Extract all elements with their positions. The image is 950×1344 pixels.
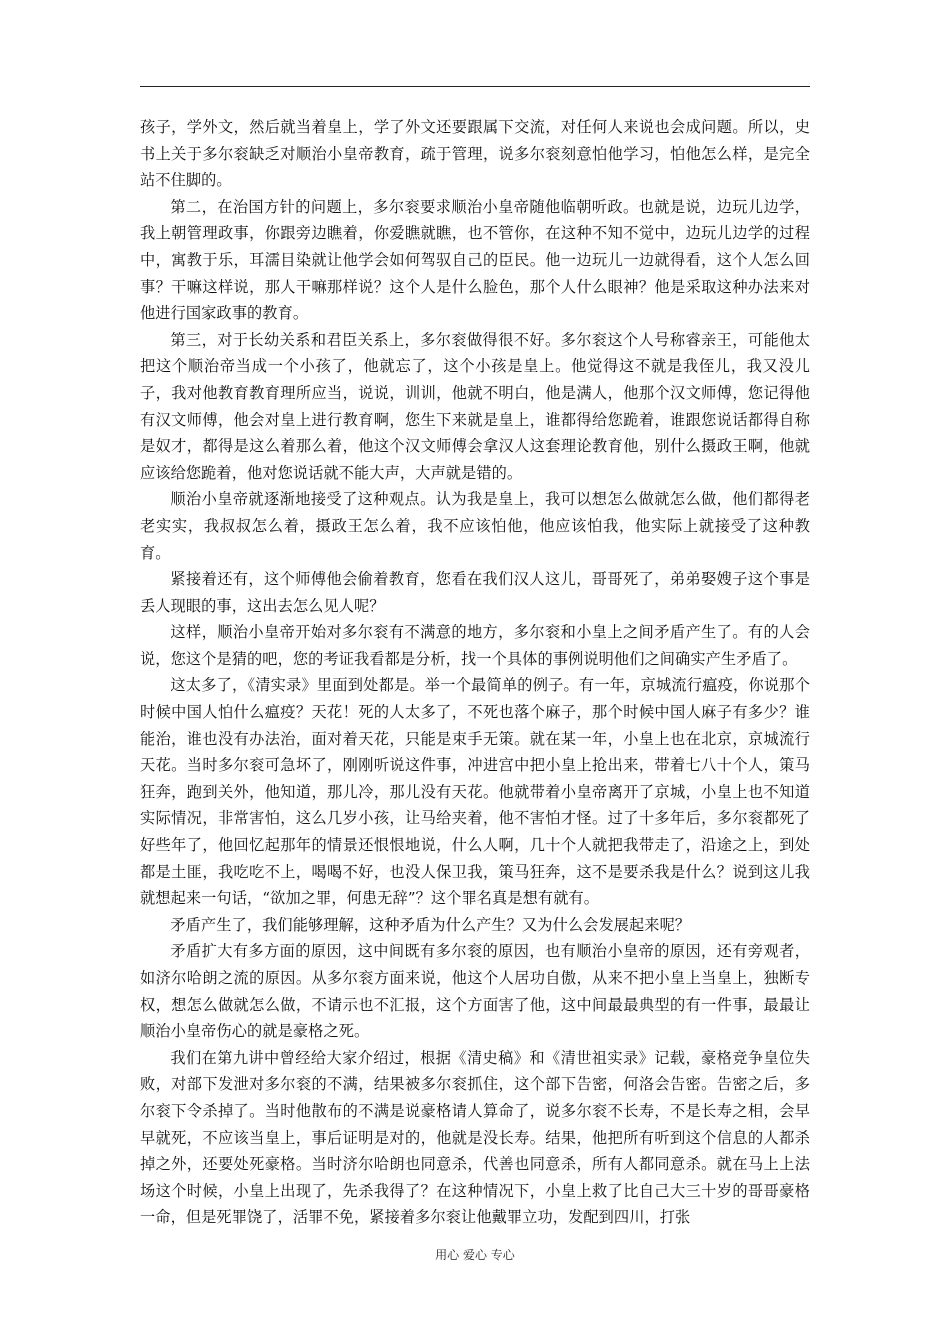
- page-footer: 用心 爱心 专心: [435, 1248, 515, 1262]
- paragraph-9: 矛盾扩大有多方面的原因，这中间既有多尔衮的原因，也有顺治小皇帝的原因，还有旁观者，如济尔哈朗之流的原因。从多尔衮方面来说，他这个人居功自傲，从来不把小皇上当皇上，独断专权，想怎么做就怎么做，不请示也不汇报，这个方面害了他，这中间最最典型的有一件事，最最让顺治小皇帝伤心的就是豪格之死。: [140, 942, 810, 1041]
- document-body: [140, 114, 810, 1231]
- paragraph-1: 孩子，学外文，然后就当着皇上，学了外文还要跟属下交流，对任何人来说也会成问题。所以，史书上关于多尔衮缺乏对顺治小皇帝教育，疏于管理，说多尔衮刻意怕他学习，怕他怎么样，是完全站不住脚的。: [140, 118, 810, 190]
- paragraph-7: 这太多了，《清实录》里面到处都是。举一个最简单的例子。有一年，京城流行瘟疫，你说那个时候中国人怕什么瘟疫？天花！死的人太多了，不死也落个麻子，那个时候中国人麻子有多少？谁能治，谁也没有办法治，面对着天花，只能是束手无策。就在某一年，小皇上也在北京，京城流行天花。当时多尔衮可急坏了，刚刚听说这件事，冲进宫中把小皇上抢出来，带着七八十个人，策马狂奔，跑到关外，他知道，那儿冷，那儿没有天花。他就带着小皇帝离开了京城，小皇上也不知道实际情况，非常害怕，这么几岁小孩，让马给夹着，他不害怕才怪。过了十多年后，多尔衮都死了好些年了，他回忆起那年的情景还恨恨地说，什么人啊，几十个人就把我带走了，沿途之上，到处都是土匪，我吃吃不上，喝喝不好，也没人保卫我，策马狂奔，这不是要杀我是什么？说到这儿我就想起来一句话，“欲加之罪，何患无辞”？这个罪名真是想有就有。: [140, 676, 810, 908]
- paragraph-3: 第三，对于长幼关系和君臣关系上，多尔衮做得很不好。多尔衮这个人号称睿亲王，可能他太把这个顺治帝当成一个小孩了，他就忘了，这个小孩是皇上。他觉得这不就是我侄儿，我又没儿子，我对他教育教育理所应当，说说，训训，他就不明白，他是满人，他那个汉文师傅，您记得他有汉文师傅，他会对皇上进行教育啊，您生下来就是皇上，谁都得给您跪着，谁跟您说话都得自称是奴才，都得是这么着那么着，他这个汉文师傅会拿汉人这套理论教育他，别什么摄政王啊，他就应该给您跪着，他对您说话就不能大声，大声就是错的。: [140, 330, 810, 482]
- paragraph-2: 第二，在治国方针的问题上，多尔衮要求顺治小皇帝随他临朝听政。也就是说，边玩儿边学，我上朝管理政事，你跟旁边瞧着，你爱瞧就瞧，也不管你，在这种不知不觉中，边玩儿边学的过程中，寓教于乐，耳濡目染就让他学会如何驾驭自己的臣民。他一边玩儿一边就得看，这个人怎么回事？干嘛这样说，那人干嘛那样说？这个人是什么脸色，那个人什么眼神？他是采取这种办法来对他进行国家政事的教育。: [140, 197, 810, 323]
- paragraph-5: 紧接着还有，这个师傅他会偷着教育，您看在我们汉人这儿，哥哥死了，弟弟娶嫂子这个事是丢人现眼的事，这出去怎么见人呢？: [140, 570, 810, 615]
- paragraph-10: 我们在第九讲中曾经给大家介绍过，根据《清史稿》和《清世祖实录》记载，豪格竞争皇位失败，对部下发泄对多尔衮的不满，结果被多尔衮抓住，这个部下告密，何洛会告密。告密之后，多尔衮下令杀掉了。当时他散布的不满是说豪格请人算命了，说多尔衮不长寿，不是长寿之相，会早早就死，不应该当皇上，事后证明是对的，他就是没长寿。结果，他把所有听到这个信息的人都杀掉之外，还要处死豪格。当时济尔哈朗也同意杀，代善也同意杀，所有人都同意杀。就在马上上法场这个时候，小皇上出现了，先杀我得了？在这种情况下，小皇上救了比自己大三十岁的哥哥豪格一命，但是死罪饶了，活罪不免，紧接着多尔衮让他戴罪立功，发配到四川，打张: [140, 1048, 810, 1227]
- paragraph-4: 顺治小皇帝就逐渐地接受了这种观点。认为我是皇上，我可以想怎么做就怎么做，他们都得老老实实，我叔叔怎么着，摄政王怎么着，我不应该怕他，他应该怕我，他实际上就接受了这种教育。: [140, 490, 810, 562]
- header-rule: [140, 86, 810, 87]
- paragraph-6: 这样，顺治小皇帝开始对多尔衮有不满意的地方，多尔衮和小皇上之间矛盾产生了。有的人会说，您这个是猜的吧，您的考证我看都是分析，找一个具体的事例说明他们之间确实产生矛盾了。: [140, 623, 810, 668]
- paragraph-8: 矛盾产生了，我们能够理解，这种矛盾为什么产生？又为什么会发展起来呢？: [170, 915, 691, 934]
